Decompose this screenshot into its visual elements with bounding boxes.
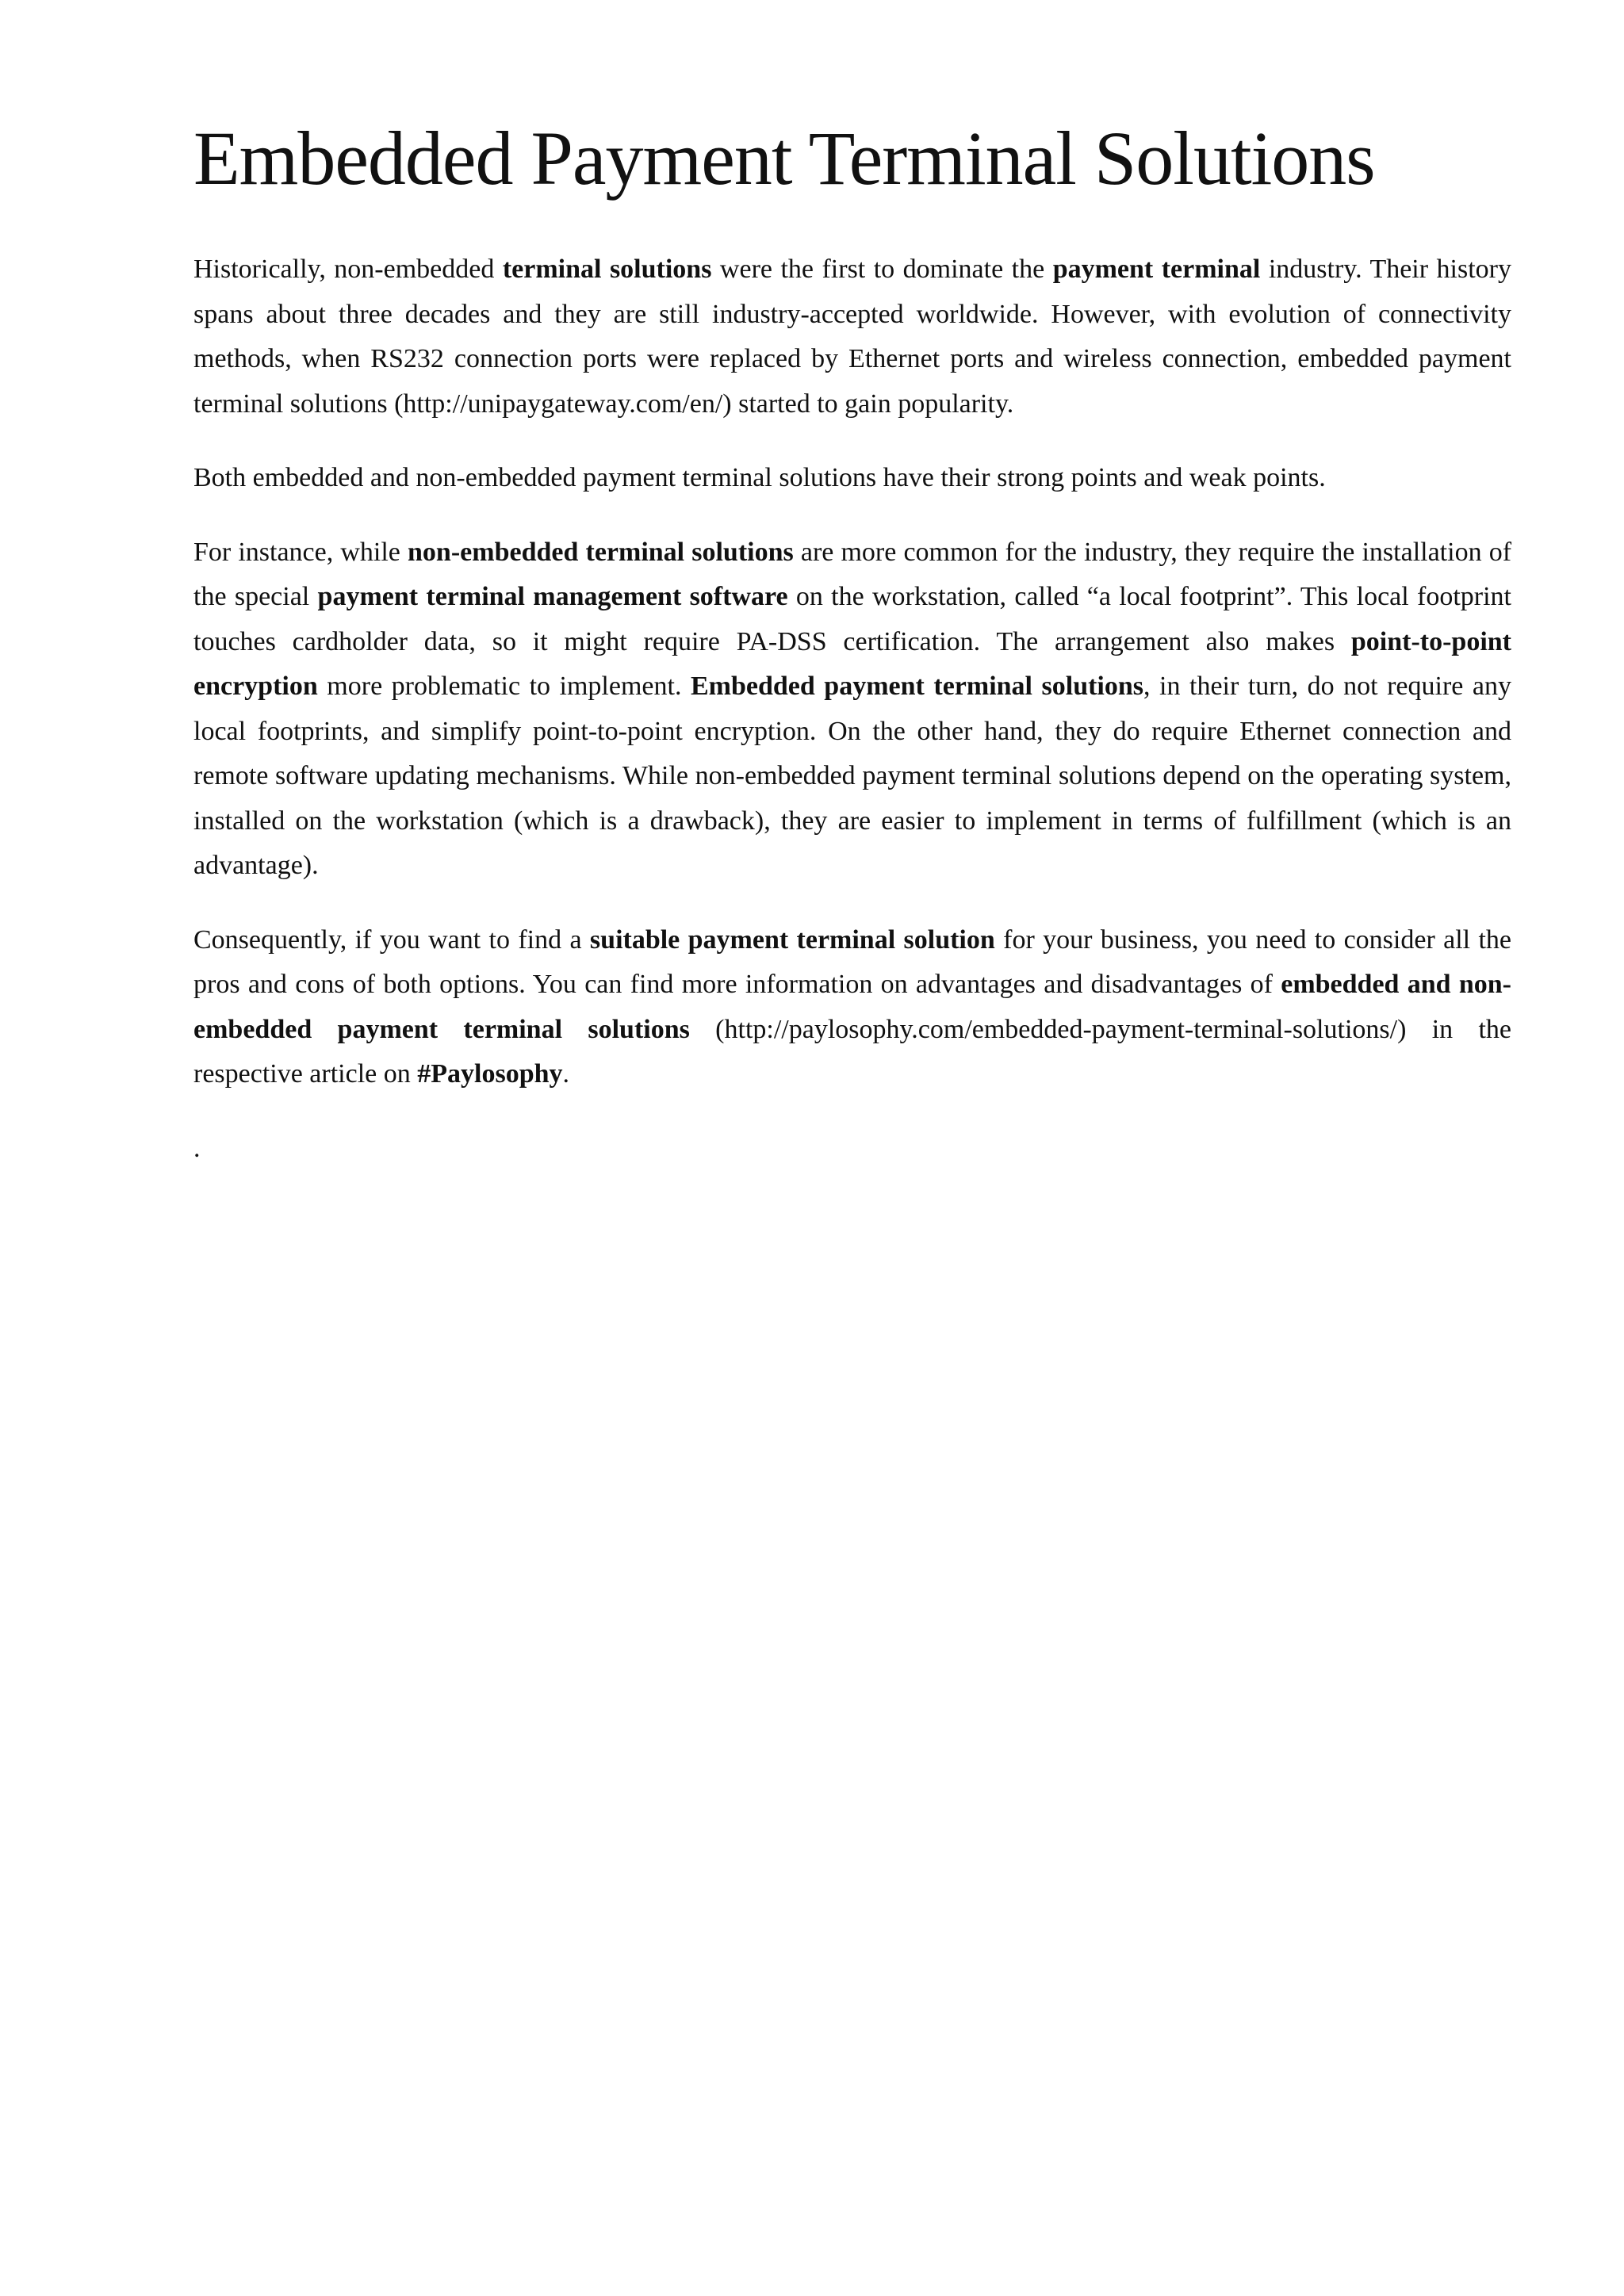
paragraph-text: For instance, while	[193, 537, 408, 567]
paragraph-text: were the first to dominate the	[711, 254, 1053, 284]
bold-term: terminal solutions	[502, 254, 712, 284]
bold-term: point-to-point encryption	[193, 626, 1511, 701]
paragraph-details	[193, 530, 1511, 889]
paragraph-text: industry. Their history spans about three decades and they are still industry-accepted worldwide. However, with evolution of connectivity methods, when RS232 connection ports were replaced by Ethernet ports and wireless connection, embedded payment terminal solutions (http://unipaygateway.com/en/) started to gain popularity.	[193, 254, 1512, 419]
document-body	[193, 247, 1511, 1171]
paragraph-text: Consequently, if you want to find a	[193, 924, 590, 955]
bold-term: suitable payment terminal solution	[589, 924, 995, 955]
paragraph-text: (http://paylosophy.com/embedded-payment-terminal-solutions/) in the respective article on	[193, 1014, 1511, 1089]
paragraph-text: are more common for the industry, they require the installation of the special	[193, 537, 1512, 611]
paragraph-text: more problematic to implement.	[317, 672, 691, 701]
bold-term: #Paylosophy	[417, 1059, 563, 1089]
paragraph-text: .	[562, 1059, 570, 1089]
bold-term: Embedded payment terminal solutions	[690, 672, 1144, 701]
page-title: Embedded Payment Terminal Solutions	[193, 116, 1375, 201]
paragraph-conclusion	[193, 918, 1511, 1097]
paragraph-comparison	[193, 456, 1511, 501]
paragraph-text: Both embedded and non-embedded payment terminal solutions have their strong points and weak points.	[193, 463, 1326, 492]
trailing-mark: .	[193, 1133, 201, 1163]
paragraph-history	[193, 247, 1511, 427]
bold-term: non-embedded terminal solutions	[408, 537, 794, 567]
bold-term: payment terminal	[1052, 254, 1261, 284]
paragraph-text: on the workstation, called “a local footprint”. This local footprint touches cardholder data, so it might require PA-DSS certification. The arrangement also makes	[193, 582, 1511, 656]
paragraph-text: Historically, non-embedded	[193, 254, 503, 284]
paragraph-text: for your business, you need to consider all the pros and cons of both options. You can find more information on advantages and disadvantages of	[193, 924, 1512, 999]
document-page	[193, 111, 1511, 1200]
paragraph-text: , in their turn, do not require any local footprints, and simplify point-to-point encryption. On the other hand, they do require Ethernet connection and remote software updating mechanisms. While non-embedded payment terminal solutions depend on the operating system, installed on the workstation (which is a drawback), they are easier to implement in terms of fulfillment (which is an advantage).	[193, 672, 1511, 880]
bold-term: embedded and non-embedded payment terminal solutions	[193, 970, 1511, 1044]
bold-term: payment terminal management software	[317, 582, 788, 611]
